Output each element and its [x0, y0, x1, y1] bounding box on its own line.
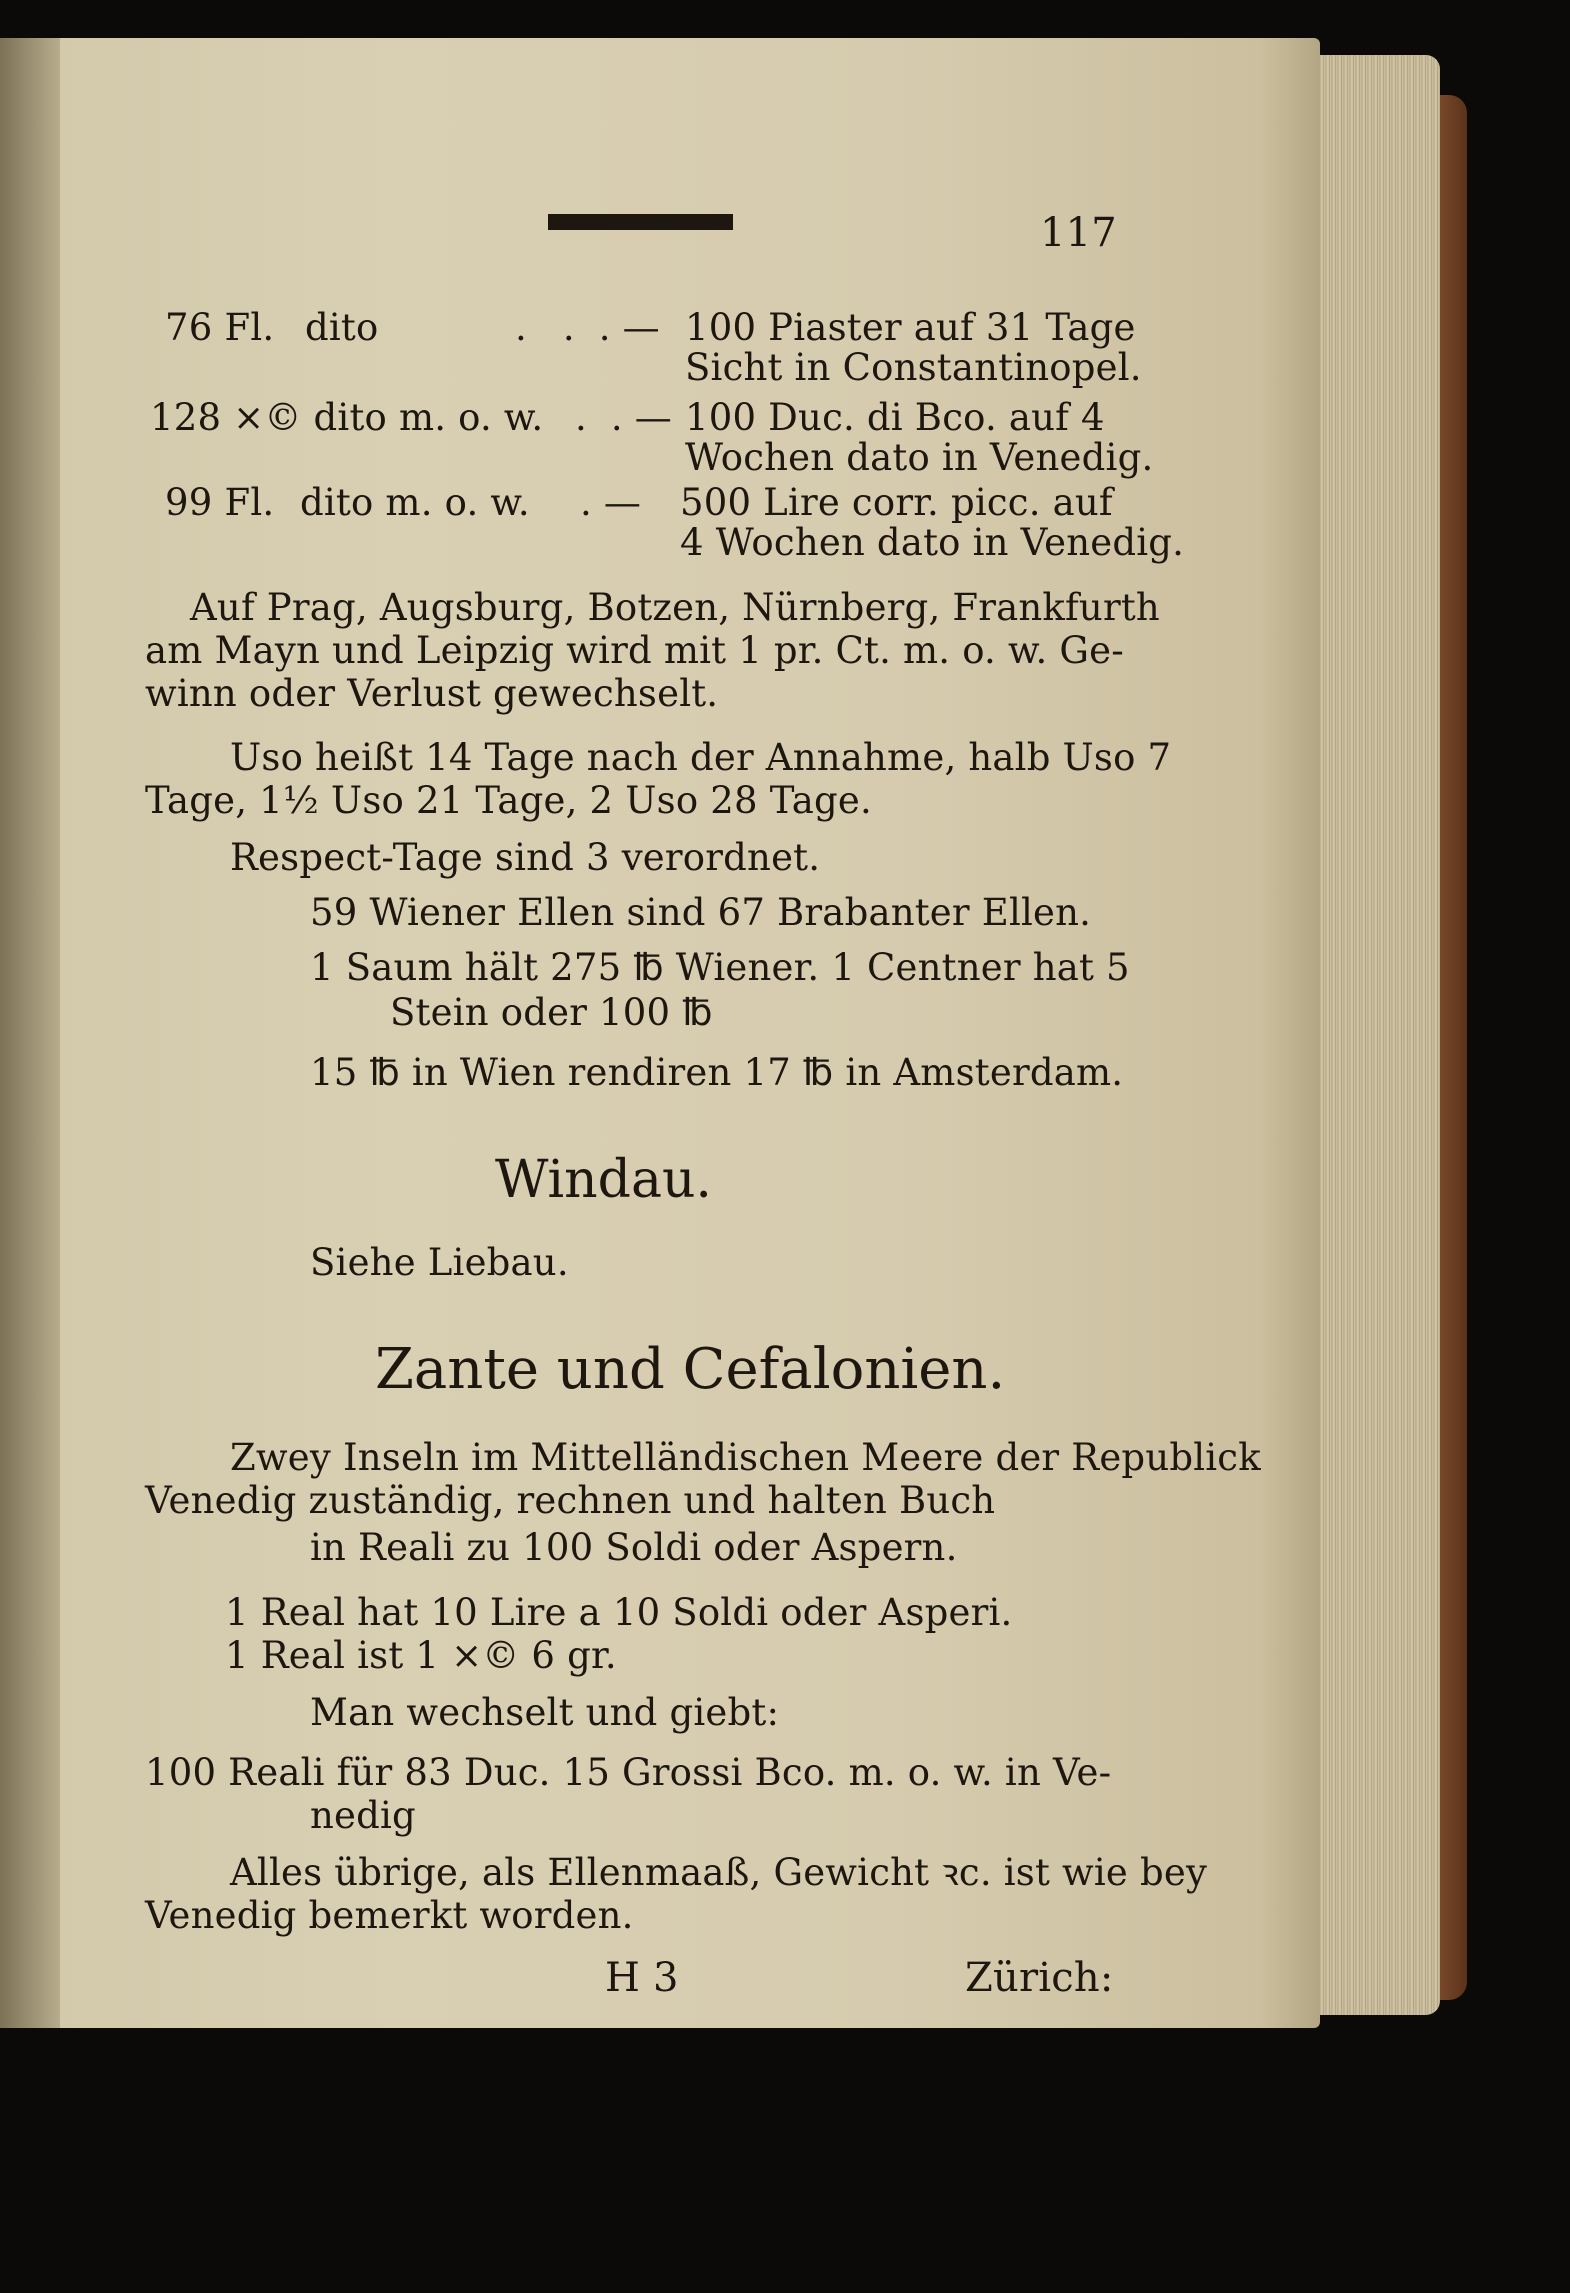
zante-intro-3: in Reali zu 100 Soldi oder Aspern.: [310, 1526, 958, 1569]
saum-line-2: Stein oder 100 ℔: [390, 991, 713, 1034]
rate-3-amount: 99 Fl.: [165, 481, 275, 524]
uso-line-2: Tage, 1½ Uso 21 Tage, 2 Uso 28 Tage.: [145, 779, 872, 822]
page-gutter: [0, 38, 60, 2028]
reali-line-1: 100 Reali für 83 Duc. 15 Grossi Bco. m. o. w. in Ve-: [145, 1751, 1112, 1794]
windau-text: Siehe Liebau.: [310, 1241, 569, 1284]
uso-line-1: Uso heißt 14 Tage nach der Annahme, halb Uso 7: [230, 736, 1172, 779]
rate-1-value-cont: Sicht in Constantinopel.: [685, 346, 1142, 389]
catchword: Zürich:: [965, 1955, 1114, 2001]
rate-3-value-cont: 4 Wochen dato in Venedig.: [680, 521, 1185, 564]
rate-3-value: 500 Lire corr. picc. auf: [680, 481, 1113, 524]
rate-1-dots: . . . —: [515, 306, 660, 349]
page-number: 117: [1040, 210, 1117, 256]
prag-line-3: winn oder Verlust gewechselt.: [145, 672, 719, 715]
header-rule: [548, 214, 733, 229]
reali-line-2: nedig: [310, 1794, 416, 1837]
wien-line: 15 ℔ in Wien rendiren 17 ℔ in Amsterdam.: [310, 1051, 1124, 1094]
page-edges: [1300, 55, 1440, 2015]
rate-2-amount: 128 ×© dito m. o. w.: [150, 396, 544, 439]
zante-heading: Zante und Cefalonien.: [375, 1337, 1006, 1402]
ellen-line: 59 Wiener Ellen sind 67 Brabanter Ellen.: [310, 891, 1092, 934]
rate-1-value: 100 Piaster auf 31 Tage: [685, 306, 1136, 349]
real-line-2: 1 Real ist 1 ×© 6 gr.: [225, 1634, 617, 1677]
rest-line-1: Alles übrige, als Ellenmaaß, Gewicht ꝛc. ist wie bey: [230, 1851, 1208, 1894]
rate-2-value-cont: Wochen dato in Venedig.: [685, 436, 1154, 479]
windau-heading: Windau.: [495, 1150, 712, 1210]
rate-2-value: 100 Duc. di Bco. auf 4: [685, 396, 1105, 439]
rate-1-term: dito: [305, 306, 379, 349]
rate-3-dots: . —: [580, 481, 642, 524]
signature-mark: H 3: [605, 1955, 679, 2001]
real-line-1: 1 Real hat 10 Lire a 10 Soldi oder Asperi.: [225, 1591, 1013, 1634]
rate-1-amount: 76 Fl.: [165, 306, 275, 349]
rate-3-term: dito m. o. w.: [300, 481, 530, 524]
zante-intro-2: Venedig zuständig, rechnen und halten Buch: [145, 1479, 996, 1522]
prag-line-1: Auf Prag, Augsburg, Botzen, Nürnberg, Frankfurth: [190, 586, 1160, 629]
respect-line: Respect-Tage sind 3 verordnet.: [230, 836, 821, 879]
rest-line-2: Venedig bemerkt worden.: [145, 1894, 634, 1937]
prag-line-2: am Mayn und Leipzig wird mit 1 pr. Ct. m. o. w. Ge-: [145, 629, 1124, 672]
zante-intro-1: Zwey Inseln im Mittelländischen Meere der Republick: [230, 1436, 1261, 1479]
saum-line-1: 1 Saum hält 275 ℔ Wiener. 1 Centner hat 5: [310, 946, 1130, 989]
exchange-line: Man wechselt und giebt:: [310, 1691, 780, 1734]
rate-2-dots: . . —: [575, 396, 673, 439]
